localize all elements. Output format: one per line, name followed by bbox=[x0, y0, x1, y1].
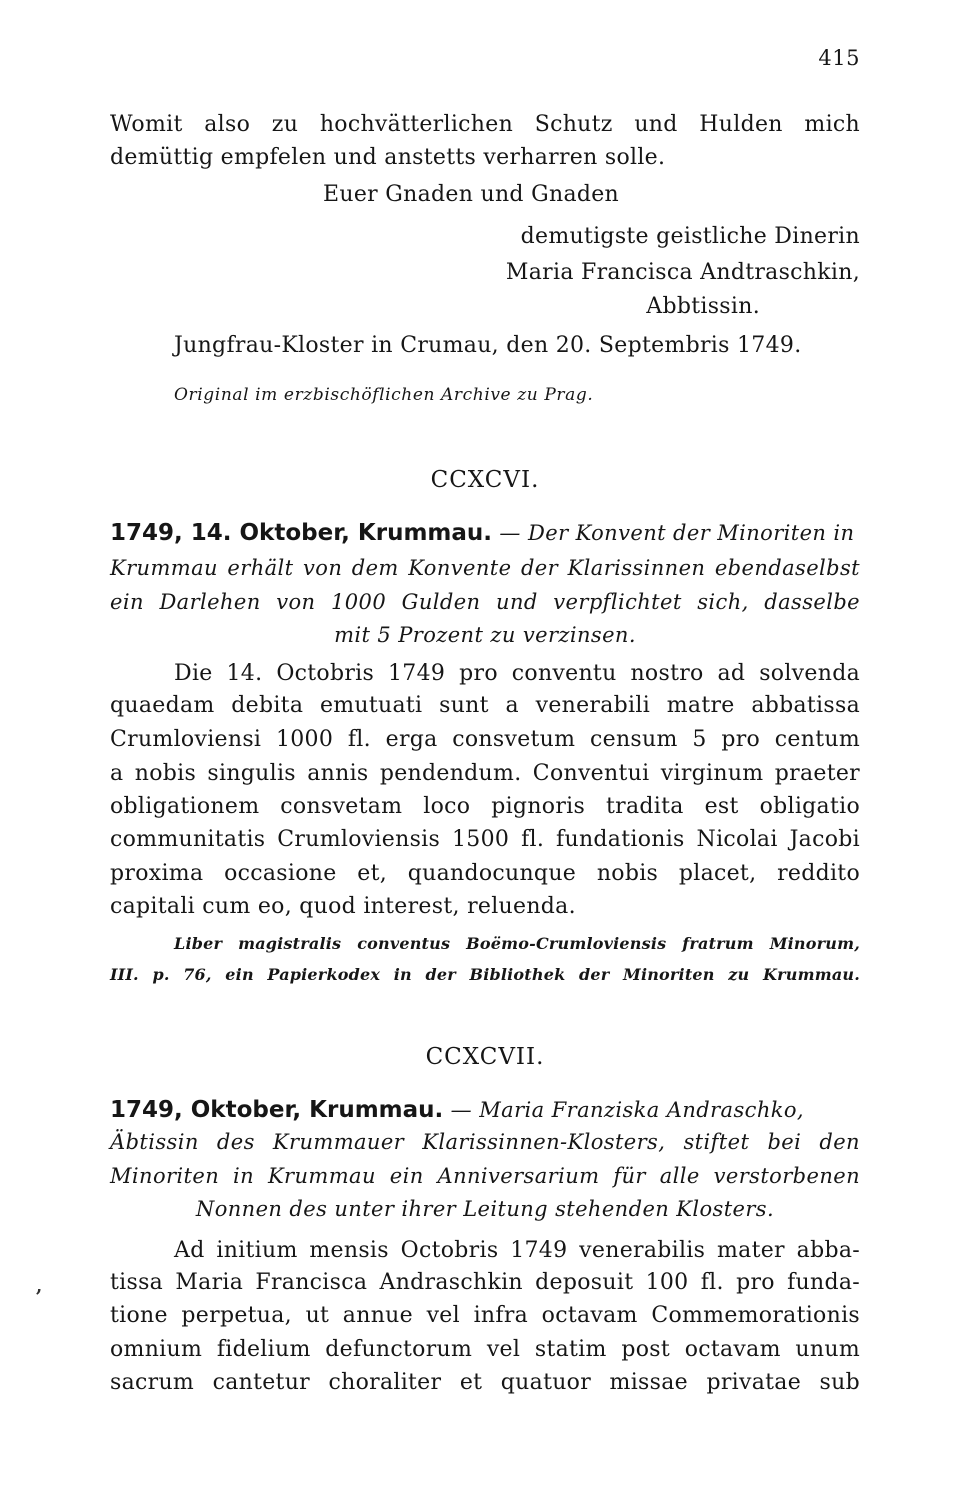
signature-title: Abbtissin. bbox=[646, 294, 760, 319]
summary-line-297-1: Maria Franziska Andraschko, bbox=[479, 1098, 804, 1122]
document-number: CCXCVI. bbox=[430, 467, 540, 493]
salutation: Euer Gnaden und Gnaden bbox=[323, 182, 620, 207]
text-line-297-4: omnium fidelium defunctorum vel statim post octavam unum bbox=[110, 1337, 860, 1362]
text-line-296-1: Die 14. Octobris 1749 pro conventu nostro ad solvenda bbox=[174, 661, 860, 686]
heading-297 bbox=[110, 1096, 860, 1125]
text-line-296-3: Crumloviensi 1000 fl. erga consvetum censum 5 pro centum bbox=[110, 727, 860, 752]
text-line-296-2: quaedam debita emutuati sunt a venerabili matre abbatissa bbox=[110, 693, 860, 718]
text-line-296-5: obligationem consvetam loco pignoris tradita est obligatio bbox=[110, 794, 860, 819]
text-line-297-1: Ad initium mensis Octobris 1749 venerabilis mater abba- bbox=[174, 1238, 860, 1263]
text-line-297-5: sacrum cantetur choraliter et quatuor missae privatae sub bbox=[110, 1370, 860, 1395]
signature-line-2: Maria Francisca Andtraschkin, bbox=[505, 260, 860, 285]
heading-date-296: 1749, 14. Oktober, Krummau. bbox=[110, 520, 493, 546]
document-page bbox=[110, 0, 860, 1486]
source-note: Original im erzbischöflichen Archive zu Prag. bbox=[174, 385, 594, 405]
summary-line-297-2: Äbtissin des Krummauer Klarissinnen-Klosters, stiftet bei den bbox=[110, 1130, 860, 1154]
text-line-296-4: a nobis singulis annis pendendum. Conventui virginum praeter bbox=[110, 761, 860, 786]
document-number: CCXCVII. bbox=[425, 1044, 545, 1070]
heading-dash-297: — bbox=[450, 1098, 472, 1122]
summary-line-297-3: Minoriten in Krummau ein Anniversarium für alle verstorbenen bbox=[110, 1164, 860, 1188]
heading-date-297: 1749, Oktober, Krummau. bbox=[110, 1097, 444, 1123]
source-line-296-1: Liber magistralis conventus Boëmo-Crumloviensis fratrum Minorum, bbox=[174, 934, 860, 953]
page-number: 415 bbox=[818, 46, 860, 70]
dateline: Jungfrau-Kloster in Crumau, den 20. Septembris 1749. bbox=[174, 333, 802, 358]
summary-line-296-4: mit 5 Prozent zu verzinsen. bbox=[334, 623, 636, 647]
letter-line-1: Womit also zu hochvätterlichen Schutz und Hulden mich bbox=[110, 112, 860, 137]
letter-line-2: demüttig empfelen und anstetts verharren solle. bbox=[110, 145, 666, 170]
heading-296 bbox=[110, 519, 860, 548]
summary-line-296-2: Krummau erhält von dem Konvente der Klarissinnen ebendaselbst bbox=[110, 556, 860, 580]
text-line-296-7: proxima occasione et, quandocunque nobis placet, reddito bbox=[110, 861, 860, 886]
text-line-297-2: tissa Maria Francisca Andraschkin deposuit 100 fl. pro funda- bbox=[110, 1270, 860, 1295]
text-line-297-3: tione perpetua, ut annue vel infra octavam Commemorationis bbox=[110, 1303, 860, 1328]
summary-line-296-3: ein Darlehen von 1000 Gulden und verpflichtet sich, dasselbe bbox=[110, 590, 860, 614]
margin-mark: , bbox=[36, 1276, 43, 1297]
summary-line-297-4: Nonnen des unter ihrer Leitung stehenden Klosters. bbox=[195, 1197, 775, 1221]
text-line-296-6: communitatis Crumloviensis 1500 fl. fundationis Nicolai Jacobi bbox=[110, 827, 860, 852]
source-line-296-2: III. p. 76, ein Papierkodex in der Bibliothek der Minoriten zu Krummau. bbox=[110, 965, 860, 984]
signature-line-1: demutigste geistliche Dinerin bbox=[520, 224, 860, 249]
heading-dash-296: — bbox=[499, 521, 521, 545]
summary-line-296-1: Der Konvent der Minoriten in bbox=[528, 521, 855, 545]
text-line-296-8: capitali cum eo, quod interest, reluenda. bbox=[110, 894, 576, 919]
